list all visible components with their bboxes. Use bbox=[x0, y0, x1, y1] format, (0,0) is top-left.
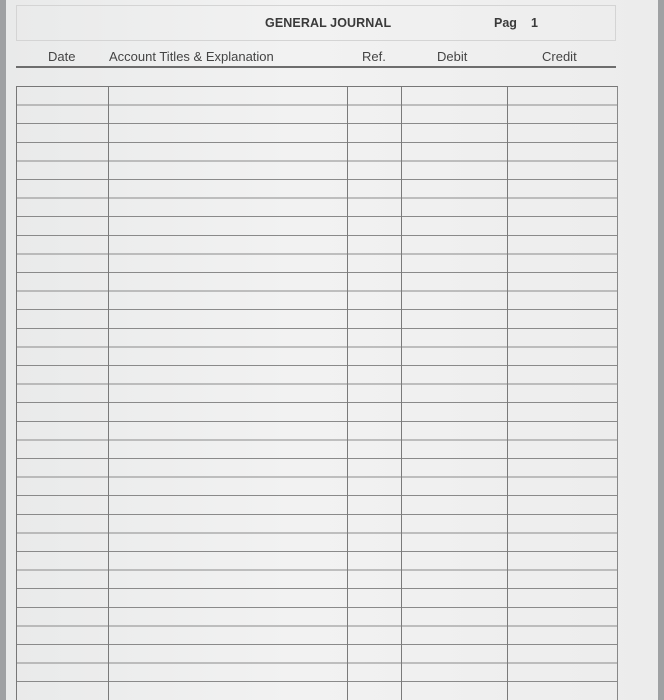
column-divider-debit bbox=[507, 87, 508, 700]
column-header-date: Date bbox=[48, 49, 76, 64]
journal-header-box bbox=[16, 5, 616, 41]
column-header-debit: Debit bbox=[437, 49, 468, 64]
column-divider-date bbox=[108, 87, 109, 700]
column-header-credit: Credit bbox=[542, 49, 577, 64]
page-title: GENERAL JOURNAL bbox=[265, 16, 392, 30]
column-header-ref: Ref. bbox=[362, 49, 386, 64]
journal-sheet bbox=[6, 0, 658, 700]
column-header-account: Account Titles & Explanation bbox=[109, 49, 274, 64]
column-divider-ref bbox=[401, 87, 402, 700]
page-number: 1 bbox=[531, 16, 538, 30]
column-divider-account bbox=[347, 87, 348, 700]
header-divider bbox=[16, 66, 616, 68]
journal-entry-grid bbox=[16, 86, 618, 700]
page-label: Pag bbox=[494, 16, 517, 30]
